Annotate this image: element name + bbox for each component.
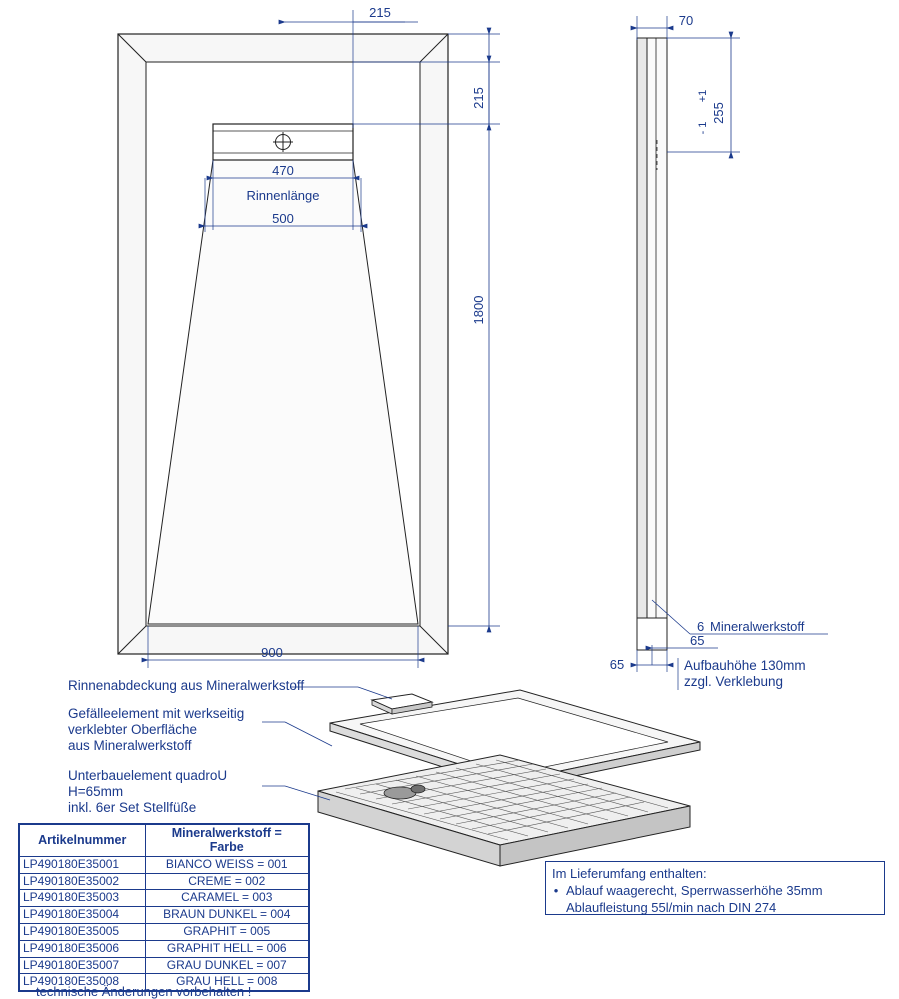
- dim-255-label: 255: [711, 102, 726, 124]
- top-view: [118, 5, 500, 668]
- dim-70-label: 70: [678, 13, 694, 28]
- table-row: [20, 940, 309, 957]
- dim-255-tol-minus: - 1: [697, 121, 709, 135]
- part-code: LP490180E35002: [20, 873, 146, 890]
- callout-slope-line-3: aus Mineralwerkstoff: [68, 737, 192, 753]
- part-code: LP490180E35007: [20, 957, 146, 974]
- build-height-note: zzgl. Verklebung: [684, 674, 784, 689]
- parts-table-body: [20, 856, 309, 990]
- part-color: BIANCO WEISS = 001: [145, 856, 309, 873]
- dim-500-label: 500: [272, 211, 294, 226]
- leader-slope: [285, 722, 332, 746]
- part-color: GRAPHIT HELL = 006: [145, 940, 309, 957]
- build-height-label: Aufbauhöhe 130mm: [684, 658, 806, 673]
- callout-slope-line-2: verklebter Oberfläche: [68, 721, 198, 737]
- callout-cover: [68, 678, 304, 694]
- scope-item-line-2: Ablaufleistung 55l/min nach DIN 274: [566, 899, 777, 915]
- part-code: LP490180E35001: [20, 856, 146, 873]
- parts-table-header-row: [20, 825, 309, 857]
- dim-1800-label: 1800: [471, 295, 486, 325]
- callout-slope: [68, 706, 244, 754]
- dim-6-label: 6: [697, 619, 705, 634]
- bullet-icon: •: [553, 883, 559, 899]
- side-profile-outer: [637, 38, 647, 650]
- callout-slope-line-1: Gefälleelement mit werkseitig: [68, 706, 245, 721]
- part-code: LP490180E35006: [20, 940, 146, 957]
- dim-65a-label: 65: [690, 633, 705, 648]
- table-row: [20, 873, 309, 890]
- exploded-assembly-view: [262, 687, 700, 866]
- part-code: LP490180E35003: [20, 890, 146, 907]
- table-row: [20, 890, 309, 907]
- dim-215-top-label: 215: [369, 5, 391, 20]
- scope-title: Im Lieferumfang enthalten:: [552, 866, 707, 881]
- table-row: [20, 957, 309, 974]
- parts-table-header-color-line2: Farbe: [209, 840, 244, 855]
- parts-table-container: [18, 823, 310, 992]
- leader-cover: [358, 687, 392, 699]
- part-color: GRAPHIT = 005: [145, 923, 309, 940]
- dim-900-label: 900: [261, 645, 283, 660]
- part-color: BRAUN DUNKEL = 004: [145, 907, 309, 924]
- side-view: [610, 13, 828, 690]
- part-color: CARAMEL = 003: [145, 890, 309, 907]
- part-color: GRAU HELL = 008: [145, 974, 309, 991]
- part-code: LP490180E35008: [20, 974, 146, 991]
- channel-length-label: Rinnenlänge: [246, 188, 320, 203]
- part-color: CREME = 002: [145, 873, 309, 890]
- part-color: GRAU DUNKEL = 007: [145, 957, 309, 974]
- dim-215-vertical-label: 215: [471, 87, 486, 109]
- parts-table-header-code: Artikelnummer: [20, 825, 146, 857]
- dim-255-tol-plus: +1: [697, 89, 709, 103]
- table-row: [20, 923, 309, 940]
- callout-cover-line-1: Rinnenabdeckung aus Mineralwerkstoff: [68, 678, 305, 693]
- parts-table: [19, 824, 309, 991]
- scope-item-text: [566, 883, 823, 916]
- callout-substructure-line-3: inkl. 6er Set Stellfüße: [68, 799, 197, 815]
- parts-table-header-color: [145, 825, 309, 857]
- side-profile-inner: [647, 38, 667, 650]
- table-row: [20, 907, 309, 924]
- scope-item: [552, 883, 878, 916]
- part-code: LP490180E35005: [20, 923, 146, 940]
- dim-6-note: Mineralwerkstoff: [710, 619, 805, 634]
- drain-fitting-outlet: [411, 785, 425, 793]
- dim-470-label: 470: [272, 163, 294, 178]
- parts-table-header-color-line1: Mineralwerkstoff =: [171, 826, 282, 840]
- dim-65b-label: 65: [609, 657, 625, 672]
- table-row: [20, 856, 309, 873]
- parts-table-head: [20, 825, 309, 857]
- part-code: LP490180E35004: [20, 907, 146, 924]
- callout-substructure-line-1: Unterbauelement quadroU: [68, 768, 228, 783]
- scope-item-line-1: Ablauf waagerecht, Sperrwasserhöhe 35mm: [566, 883, 823, 899]
- footer-note: technische Änderungen vorbehalten !: [36, 984, 252, 999]
- callout-substructure-line-2: H=65mm: [68, 783, 124, 799]
- scope-of-delivery-box: [545, 861, 885, 915]
- callout-substructure: [68, 768, 227, 816]
